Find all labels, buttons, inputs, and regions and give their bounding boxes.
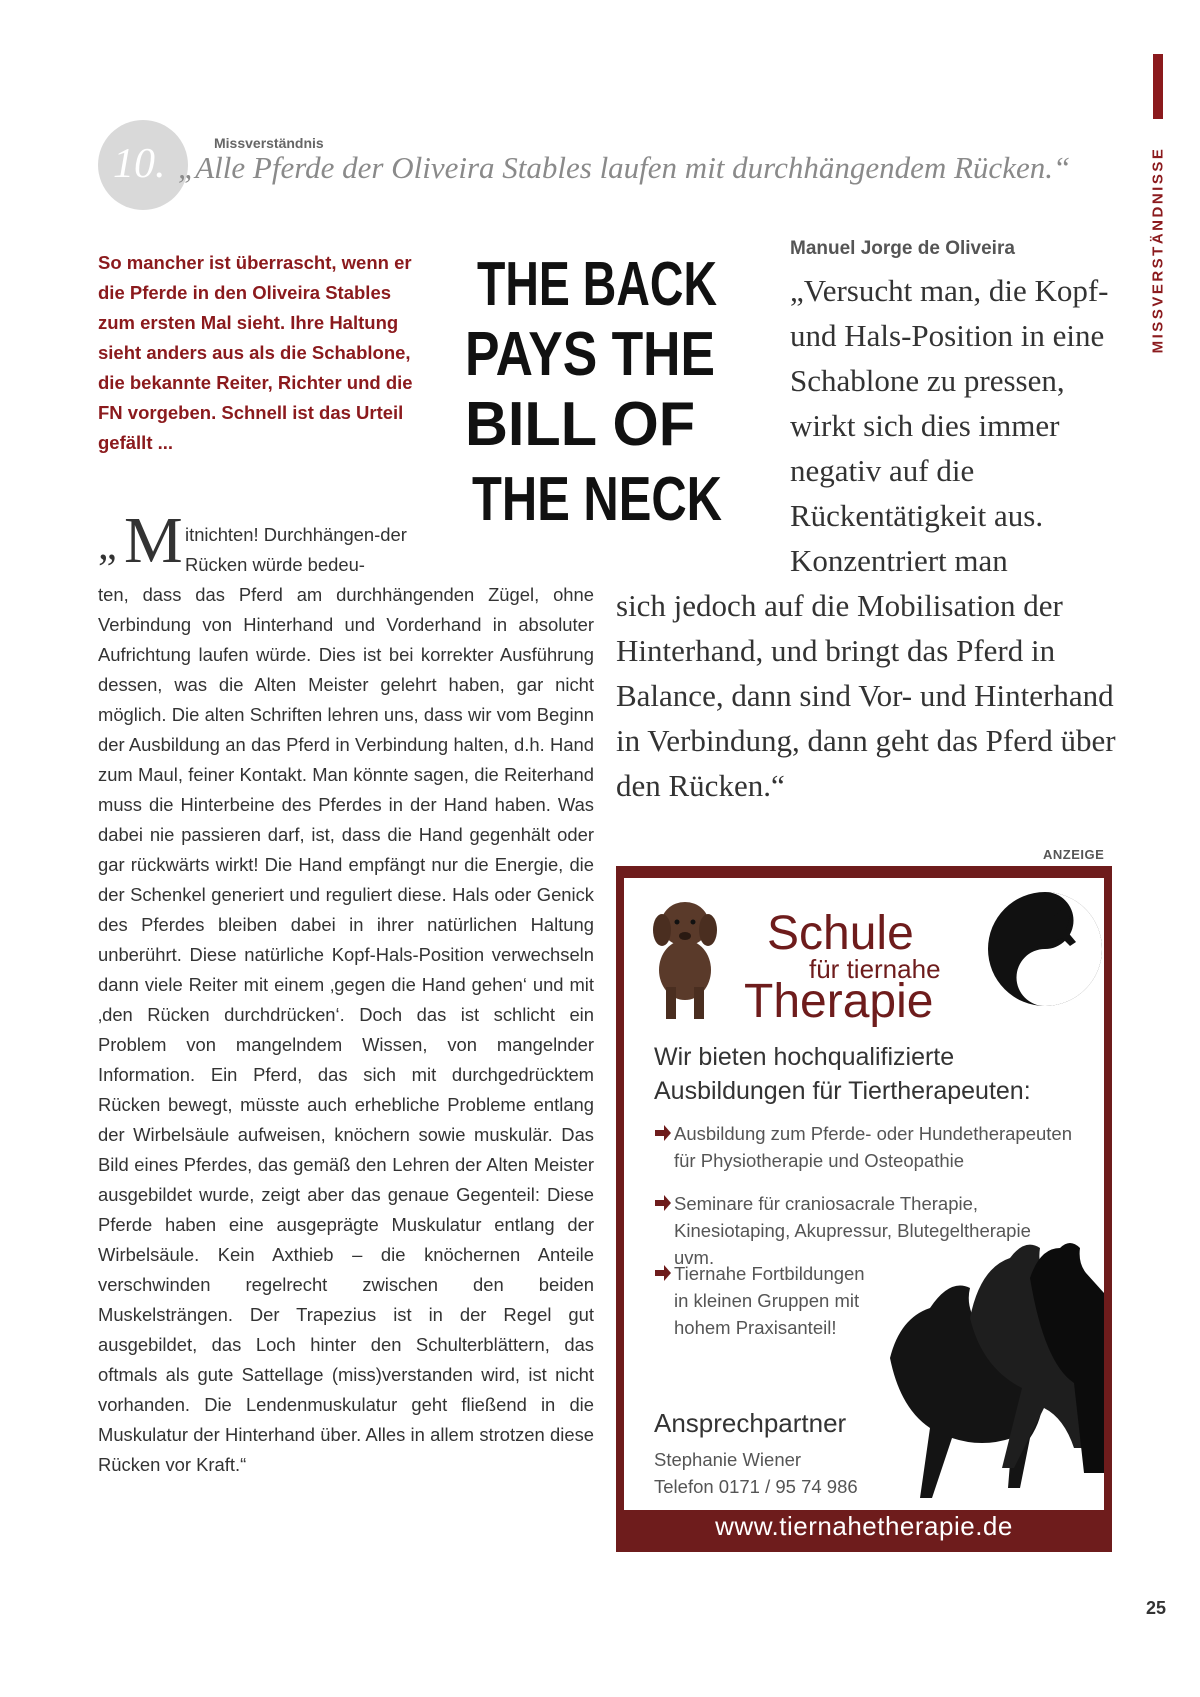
intro-text: So mancher ist überrascht, wenn er die Pferde in den Oliveira Stables zum ersten Mal sieht. Ihre Haltung sieht anders aus als die Schablone, die bekannte Reiter, Richter und die FN vorgeben. Schnell ist das Urteil gefällt ... — [98, 252, 413, 453]
back-pays-bill-graphic — [460, 240, 735, 540]
body-text: ten, dass das Pferd am durchhängenden Zügel, ohne Verbindung von Hinterhand und Vorderhand in absoluter Aufrichtung laufen würde. Dies ist bei korrekter Ausführung dessen, was die Alten Meister gelehrt haben, gar nicht möglich. Die alten Schriften lehren uns, dass wir vom Beginn der Ausbildung an das Pferd in Verbindung halten, d.h. Hand zum Maul, feiner Kontakt. Man könnte sagen, die Reiterhand muss die Hinterbeine des Pferdes in der Hand haben. Was dabei nie passieren darf, ist, dass die Hand gegenhält oder gar rückwärts wirkt! Die Hand empfängt nur die Energie, die der Schenkel generiert und reguliert diese. Hals oder Genick des Pferdes bleiben dabei in ihrer natürlichen Haltung unberührt. Diese natürliche Kopf-Hals-Position verwechseln dann viele Reiter mit einem ‚gegen die Hand gehen‘ und mit ‚den Rücken durchdrücken‘. Doch das ist schlicht ein Problem von mangelndem Wissen, von mangelnder Information. Ein Pferd, das sich mit durchgedrücktem Rücken bewegt, müsste auch erhebliche Probleme entlang der Wirbelsäule aufweisen, knöchern sowie muskulär. Das Bild eines Pferdes, das gemäß den Lehren der Alten Meister ausgebildet wurde, zeigt aber das genaue Gegenteil: Diese Pferde haben eine ausgeprägte Muskulatur entlang der Wirbelsäule. Kein Axthieb – die knöchernen Anteile verschwinden regelrecht zwischen den beiden Muskelsträngen. Der Trapezius ist in der Regel gut ausgebildet, das Loch hinter den Schulterblättern, das oftmals als gute Sattellage (miss)verstanden wird, ist nicht vorhanden. Die Lendenmuskulatur geht fließend in die Muskulatur der Hinterhand über. Alles in allem strotzen diese Rücken vor Kraft.“ — [98, 584, 594, 1475]
advertisement — [616, 866, 1112, 1552]
contact-heading: Ansprechpartner — [654, 1408, 847, 1438]
pull-quote-part-2: sich jedoch auf die Mobilisation der Hinterhand, und bringt das Pferd in Balance, dann sind Vor- und Hinterhand in Verbindung, dann geht das Pferd über den Rücken.“ — [616, 588, 1116, 803]
ad-title-fuer-tiernahe: für tiernahe — [809, 954, 941, 984]
ad-website-link[interactable]: www.tiernahetherapie.de — [715, 1511, 1013, 1541]
drop-cap: M — [124, 504, 183, 577]
contact-phone: Telefon 0171 / 95 74 986 — [654, 1476, 858, 1497]
body-first-lines: itnichten! Durchhängen-der Rücken würde bedeu- — [185, 524, 407, 575]
ad-item: Tiernahe Fortbildungen in kleinen Gruppen mit hohem Praxisanteil! — [654, 1260, 874, 1341]
graphic-line-3: BILL OF — [465, 390, 695, 459]
open-quote: „ — [98, 523, 117, 569]
ad-title-schule: Schule — [767, 907, 914, 960]
section-marker-bar — [1153, 54, 1163, 119]
horses-image — [860, 1238, 1104, 1510]
quote-author: Manuel Jorge de Oliveira — [790, 238, 1015, 259]
item-number: 10. — [113, 141, 166, 187]
page-number: 25 — [1146, 1598, 1167, 1618]
contact-name: Stephanie Wiener — [654, 1449, 802, 1470]
ad-label: ANZEIGE — [1043, 847, 1105, 862]
arrow-icon — [654, 1122, 672, 1144]
ad-panel — [624, 878, 1104, 1510]
graphic-line-2: PAYS THE — [465, 320, 715, 389]
ad-subtitle: Wir bieten hochqualifizierte Ausbildungen für Tiertherapeuten: — [654, 1043, 1031, 1105]
ad-item: Ausbildung zum Pferde- oder Hundetherapeuten für Physiotherapie und Osteopathie — [654, 1120, 1074, 1174]
headline: „Alle Pferde der Oliveira Stables laufen mit durchhängendem Rücken.“ — [178, 150, 1071, 185]
logo-icon — [986, 890, 1104, 1008]
contact-details — [654, 1446, 858, 1500]
kicker: Missverständnis — [214, 135, 324, 151]
graphic-line-4: THE NECK — [472, 465, 723, 534]
arrow-icon — [654, 1262, 672, 1284]
ad-title-therapie: Therapie — [744, 975, 934, 1028]
puppy-image — [640, 892, 730, 1022]
arrow-icon — [654, 1192, 672, 1214]
graphic-line-1: THE BACK — [477, 250, 718, 319]
pull-quote-part-1: „Versucht man, die Kopf- und Hals-Position in eine Schablone zu pressen, wirkt sich dies immer negativ auf die Rückentätigkeit aus. Konzentriert man — [790, 273, 1109, 578]
section-label: MISSVERSTÄNDNISSE — [1149, 146, 1167, 354]
ad-item: Seminare für craniosacrale Therapie, Kinesiotaping, Akupressur, Blutegeltherapie uvm. — [654, 1190, 1074, 1271]
